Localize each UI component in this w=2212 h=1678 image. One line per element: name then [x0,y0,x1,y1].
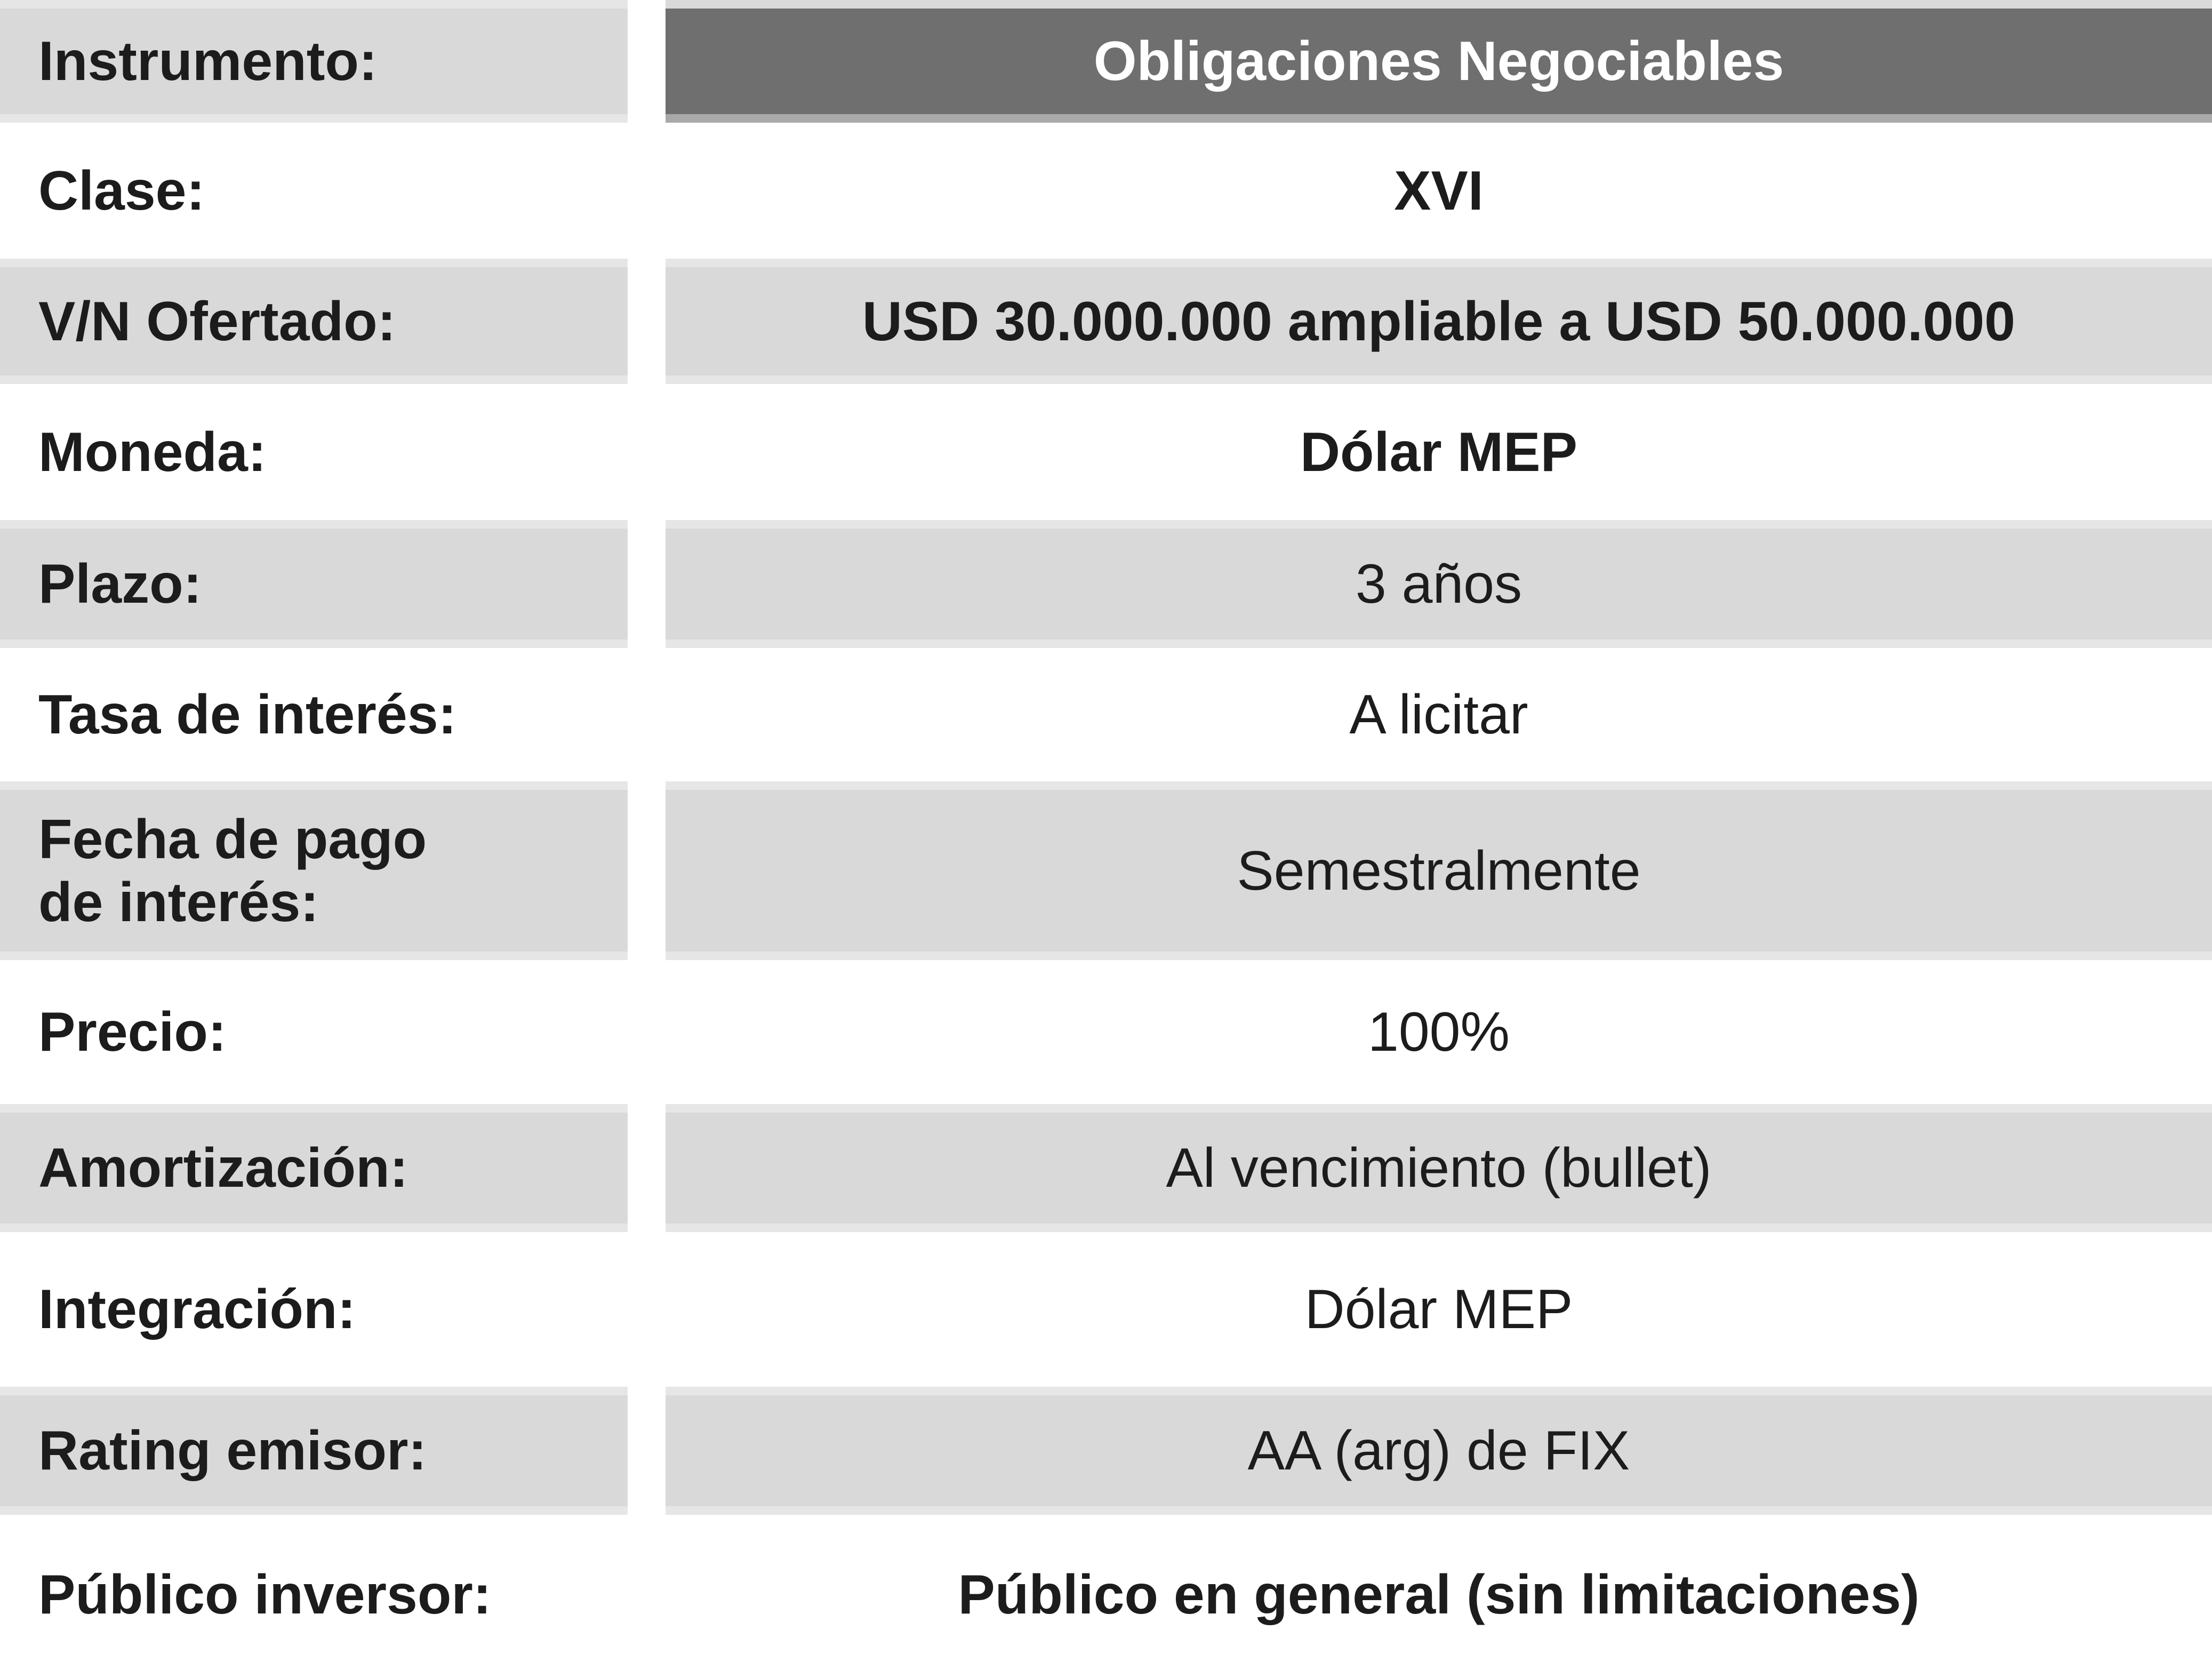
value-text: 3 años [1355,553,1522,615]
row-integracion [0,1232,2212,1387]
label-text: Tasa de interés: [38,684,457,746]
row-fecha-pago [0,781,2212,960]
row-plazo [0,520,2212,648]
label-moneda [0,384,628,520]
value-text: Al vencimiento (bullet) [1166,1137,1712,1199]
label-publico-inversor [0,1515,628,1675]
value-text: USD 30.000.000 ampliable a USD 50.000.000 [862,290,2016,353]
label-text: Precio: [38,1001,227,1063]
label-tasa-interes [0,648,628,781]
value-precio [666,960,2212,1104]
label-rating-emisor [0,1387,628,1515]
label-clase [0,123,628,259]
row-vn-ofertado [0,259,2212,384]
row-rating-emisor [0,1387,2212,1515]
label-text: Público inversor: [38,1564,492,1626]
label-text: Clase: [38,159,205,222]
row-publico-inversor [0,1515,2212,1675]
row-moneda [0,384,2212,520]
label-text: Fecha de pago de interés: [38,808,427,933]
value-text: XVI [1394,159,1484,222]
row-tasa-interes [0,648,2212,781]
value-tasa-interes [666,648,2212,781]
value-clase [666,123,2212,259]
label-text: Amortización: [38,1137,408,1199]
label-fecha-pago [0,781,628,960]
label-text: Instrumento: [38,30,378,92]
label-text: Integración: [38,1279,356,1340]
row-amortizacion [0,1104,2212,1232]
value-publico-inversor [666,1515,2212,1675]
value-text: A licitar [1349,684,1528,746]
value-amortizacion [666,1104,2212,1232]
label-instrumento [0,0,628,123]
value-moneda [666,384,2212,520]
label-amortizacion [0,1104,628,1232]
value-vn-ofertado [666,259,2212,384]
value-plazo [666,520,2212,648]
value-fecha-pago [666,781,2212,960]
value-text: AA (arg) de FIX [1247,1420,1630,1482]
label-precio [0,960,628,1104]
label-text: V/N Ofertado: [38,290,396,353]
value-integracion [666,1232,2212,1387]
row-clase [0,123,2212,259]
value-text: Público en general (sin limitaciones) [958,1564,1920,1626]
label-text: Plazo: [38,553,202,615]
value-text: Dólar MEP [1304,1279,1573,1340]
value-text: Semestralmente [1237,840,1641,902]
value-text: 100% [1368,1001,1510,1063]
label-integracion [0,1232,628,1387]
value-instrumento [666,0,2212,123]
label-text: Rating emisor: [38,1420,427,1482]
value-text: Dólar MEP [1300,421,1578,483]
label-vn-ofertado [0,259,628,384]
value-rating-emisor [666,1387,2212,1515]
value-text: Obligaciones Negociables [1093,30,1784,92]
label-text: Moneda: [38,421,267,483]
row-instrumento [0,0,2212,123]
label-plazo [0,520,628,648]
row-precio [0,960,2212,1104]
